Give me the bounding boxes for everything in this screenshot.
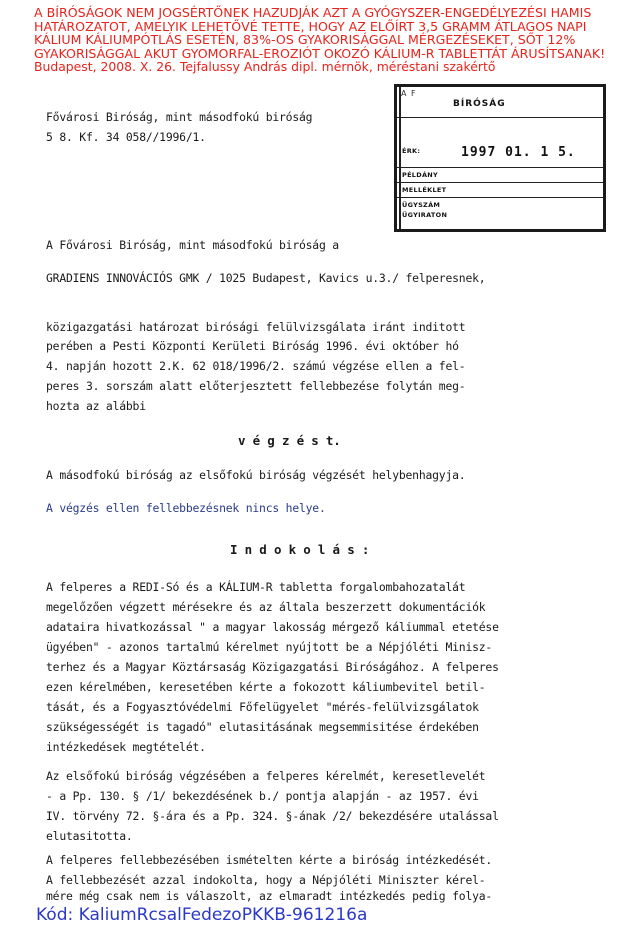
paragraph-line: szükségességét is tagadó" elutasitásának megsemmisitése érdekében	[46, 720, 479, 734]
ruling-line: A másodfokú biróság az elsőfokú biróság végzését helybenhagyja.	[46, 468, 466, 482]
banner-line: GYAKORISÁGGAL AKUT GYOMORFAL-EROZIÓT OKOZÓ KÁLIUM-R TABLETTÁT ÁRUSÍTSANAK!	[34, 45, 606, 61]
paragraph-line: A felperes fellebbezésében ismételten kérte a biróság intézkedését.	[46, 853, 493, 867]
paragraph-line: tását, és a Fogyasztóvédelmi Főfelügyelet "mérés-felülvizsgálatok	[46, 700, 479, 714]
banner-line: A BÍRÓSÁGOK NEM JOGSÉRTŐNEK HAZUDJÁK AZT A GYÓGYSZER-ENGEDÉLYEZÉSI HAMIS	[34, 5, 592, 20]
paragraph-line: A fellebbezését azzal indokolta, hogy a Népjóléti Miniszter kérel-	[46, 873, 486, 887]
paragraph-line: elutasitotta.	[46, 829, 133, 843]
paragraph-line: ezen kérelmében, keresetében kérte a fokozott káliumbevitel betil-	[46, 680, 486, 694]
court-name: Fővárosi Biróság, mint másodfokú biróság	[46, 110, 313, 124]
paragraph-line: terhez és a Magyar Köztársaság Közigazgatási Biróságához. A felperes	[46, 660, 499, 674]
vegzes-heading: v é g z é s t.	[238, 433, 341, 448]
document-code: Kód: KaliumRcsalFedezoPKKB-961216a	[36, 905, 368, 925]
received-stamp	[394, 84, 606, 232]
paragraph-line: megelőzően végzett mérésekre és az általa beszerzett dokumentációk	[46, 600, 486, 614]
paragraph-line: intézkedések megtételét.	[46, 740, 206, 754]
stamp-erk-label: ÉRK:	[402, 147, 421, 155]
stamp-date: 1997 01. 1 5.	[461, 145, 576, 160]
stamp-field: PÉLDÁNY	[402, 171, 439, 179]
paragraph-line: - a Pp. 130. § /1/ bekezdésének b./ pontja alapján - az 1957. évi	[46, 789, 479, 803]
paragraph-line: perében a Pesti Központi Kerületi Biróság 1996. évi október hó	[46, 339, 459, 353]
banner-line: HATÁROZATOT, AMELYIK LEHETŐVÉ TETTE, HOGY AZ ELŐÍRT 3,5 GRAMM ÁTLAGOS NAPI	[34, 18, 587, 34]
stamp-field: MELLÉKLET	[402, 186, 447, 194]
banner-signature: Budapest, 2008. X. 26. Tejfalussy András dipl. mérnök, méréstani szakértő	[34, 59, 496, 75]
paragraph-line: közigazgatási határozat birósági felülvizsgálata iránt inditott	[46, 320, 466, 334]
paragraph-line: hozta az alábbi	[46, 399, 146, 413]
party-line: GRADIENS INNOVÁCIÓS GMK / 1025 Budapest, Kavics u.3./ felperesnek,	[46, 271, 486, 285]
banner-line: KÁLIUM KÁLIUMPÓTLÁS ESETÉN, 83%-OS GYAKORISÁGGAL MÉRGEZÉSEKET, SŐT 12%	[34, 32, 576, 48]
indokolas-heading: I n d o k o l á s :	[230, 542, 370, 557]
paragraph-line: Az elsőfokú biróság végzésében a felperes kérelmét, keresetlevelét	[46, 769, 486, 783]
paragraph-line: ügyében" - azonos tartalmú kérelmet nyújtott be a Népjóléti Minisz-	[46, 640, 493, 654]
intro-line: A Fővárosi Biróság, mint másodfokú biróság a	[46, 238, 339, 252]
paragraph-line: mére még csak nem is válaszolt, az elmaradt intézkedés pedig folya-	[46, 889, 493, 903]
paragraph-line: 4. napján hozott 2.K. 62 018/1996/2. számú végzése ellen a fel-	[46, 359, 466, 373]
ruling-line: A végzés ellen fellebbezésnek nincs helye.	[46, 501, 326, 515]
stamp-field: ÜGYSZÁM	[402, 201, 441, 209]
stamp-field: ÜGYIRATON	[402, 211, 448, 219]
annotation-banner	[34, 6, 634, 74]
paragraph-line: peres 3. sorszám alatt előterjesztett fellebbezése folytán meg-	[46, 379, 466, 393]
stamp-header: A F	[401, 89, 417, 98]
paragraph-line: IV. törvény 72. §-ára és a Pp. 324. §-ának /2/ bekezdésére utalással	[46, 809, 499, 823]
stamp-title: BÍRÓSÁG	[453, 99, 506, 109]
case-number: 5 8. Kf. 34 058//1996/1.	[46, 130, 206, 144]
paragraph-line: adataira hivatkozással " a magyar lakosság mérgező káliummal etetése	[46, 620, 499, 634]
paragraph-line: A felperes a REDI-Só és a KÁLIUM-R tabletta forgalombahozatalát	[46, 580, 466, 594]
